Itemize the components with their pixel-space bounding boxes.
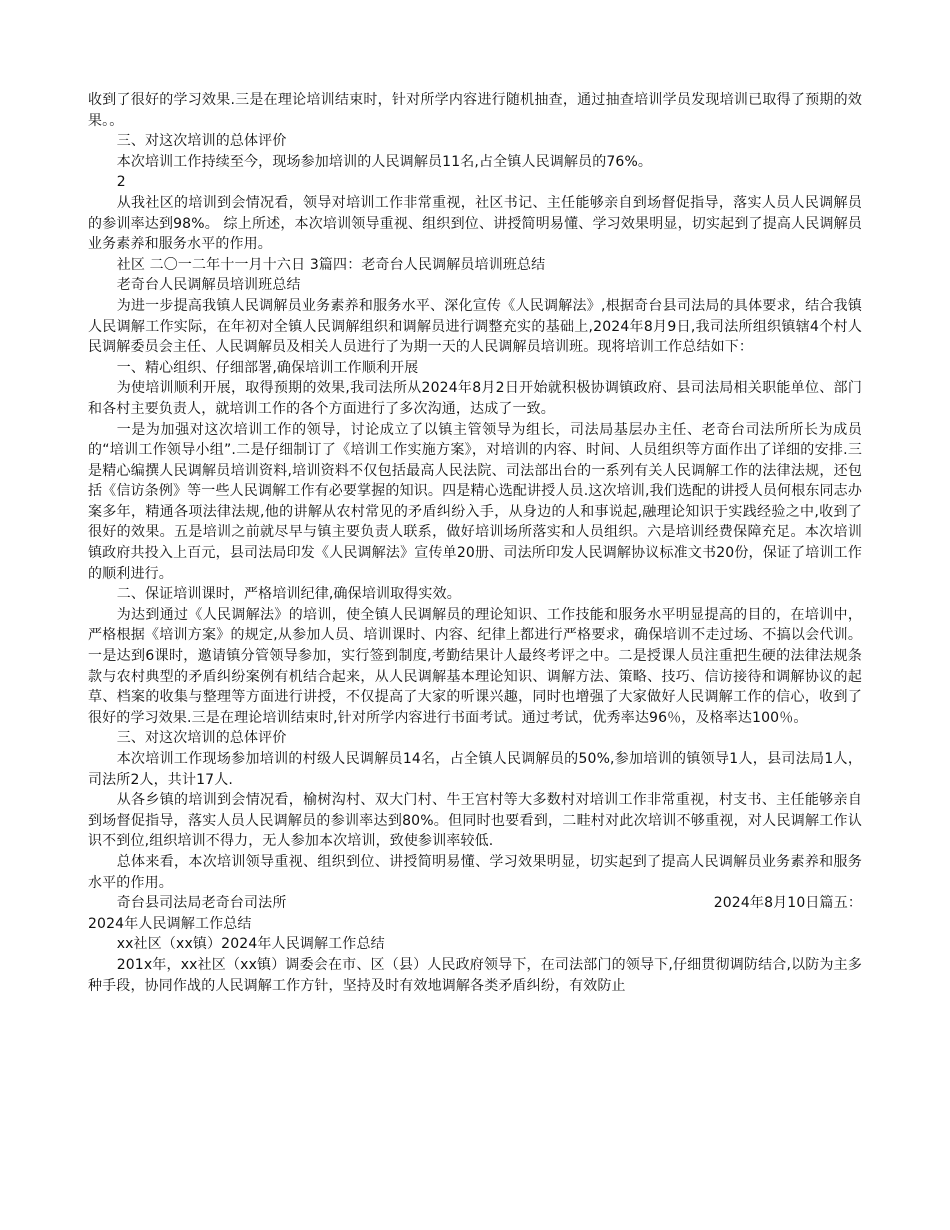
signature-line (88, 893, 862, 914)
article-subtitle: xx社区（xx镇）2024年人民调解工作总结 (116, 936, 385, 953)
signature-date: 2024年8月10日篇五： (713, 895, 862, 912)
paragraph: 本次培训工作现场参加培训的村级人民调解员14名，占全镇人民调解员的50%,参加培训的镇领导1人，县司法局1人，司法所2人，共计17人. (88, 751, 862, 788)
section-heading: 三、对这次培训的总体评价 (116, 730, 287, 747)
paragraph: 为达到通过《人民调解法》的培训，使全镇人民调解员的理论知识、工作技能和服务水平明显提高的目的，在培训中，严格根据《培训方案》的规定,从参加人员、培训课时、内容、纪律上都进行严格要求，确保培训不走过场、不搞以会代训。一是达到6课时，邀请镇分管领导参加，实行签到制度,考勤结果计人最终考评之中。二是授课人员注重把生硬的法律法规条款与农村典型的矛盾纠纷案例有机结合起来，从人民调解基本理论知识、调解方法、策略、技巧、信访接待和调解协议的起草、档案的收集与整理等方面进行讲授，不仅提高了大家的听课兴趣，同时也增强了大家做好人民调解工作的信心，收到了很好的学习效果.三是在理论培训结束时,针对所学内容进行书面考试。通过考试，优秀率达96％，及格率达100％。 (88, 606, 862, 726)
paragraph: 本次培训工作持续至今，现场参加培训的人民调解员11名,占全镇人民调解员的76%。 (116, 153, 653, 170)
signature-org: 奇台县司法局老奇台司法所 (116, 895, 287, 912)
paragraph: 为进一步提高我镇人民调解员业务素养和服务水平、深化宣传《人民调解法》,根据奇台县司法局的具体要求，结合我镇人民调解工作实际，在年初对全镇人民调解组织和调解员进行调整充实的基础上,2024年8月9日,我司法所组织镇辖4个村人民调解委员会主任、人民调解员及相关人员进行了为期一天的人民调解员培训班。现将培训工作总结如下： (88, 297, 862, 356)
paragraph: 收到了很好的学习效果.三是在理论培训结束时，针对所学内容进行随机抽查，通过抽查培训学员发现培训已取得了预期的效果。。 (88, 92, 862, 129)
article-title: 老奇台人民调解员培训班总结 (116, 277, 301, 294)
paragraph: 一是为加强对这次培训工作的领导，讨论成立了以镇主管领导为组长，司法局基层办主任、老奇台司法所所长为成员的“培训工作领导小组”.二是仔细制订了《培训工作实施方案》，对培训的内容、时间、人员组织等方面作出了详细的安排.三是精心编撰人民调解员培训资料,培训资料不仅包括最高人民法院、司法部出台的一系列有关人民调解工作的法律法规，还包括《信访条例》等一些人民调解工作有必要掌握的知识。四是精心选配讲授人员.这次培训,我们选配的讲授人员何根东同志办案多年，精通各项法律法规,他的讲解从农村常见的矛盾纠纷入手，从身边的人和事说起,融理论知识于实践经验之中,收到了很好的效果。五是培训之前就尽早与镇主要负责人联系，做好培训场所落实和人员组织。六是培训经费保障充足。本次培训镇政府共投入上百元，县司法局印发《人民调解法》宣传单20册、司法所印发人民调解协议标准文书20份，保证了培训工作的顺利进行。 (88, 421, 862, 582)
document-body (88, 90, 862, 996)
section-heading: 一、精心组织、仔细部署,确保培训工作顺利开展 (116, 359, 419, 376)
paragraph: 总体来看，本次培训领导重视、组织到位、讲授简明易懂、学习效果明显，切实起到了提高人民调解员业务素养和服务水平的作用。 (88, 853, 862, 891)
paragraph: 从各乡镇的培训到会情况看，榆树沟村、双大门村、牛王宫村等大多数村对培训工作非常重视，村支书、主任能够亲自到场督促指导，落实人员人民调解员的参训率达到80%。但同时也要看到，二畦村对此次培训不够重视，对人民调解工作认识不到位,组织培训不得力，无人参加本次培训，致使参训率较低. (88, 792, 862, 850)
section-heading: 二、保证培训课时，严格培训纪律,确保培训取得实效。 (116, 586, 461, 603)
page-number: 2 (116, 174, 126, 191)
article-title: 2024年人民调解工作总结 (88, 915, 252, 932)
paragraph: 从我社区的培训到会情况看，领导对培训工作非常重视，社区书记、主任能够亲自到场督促指导，落实人员人民调解员的参训率达到98%。 综上所述，本次培训领导重视、组织到位、讲授简明易懂、学习效果明显，切实起到了提高人民调解员业务素养和服务水平的作用。 (88, 194, 862, 253)
section-heading: 三、对这次培训的总体评价 (116, 133, 287, 150)
paragraph: 201x年，xx社区（xx镇）调委会在市、区（县）人民政府领导下，在司法部门的领导下,仔细贯彻调防结合,以防为主多种手段，协同作战的人民调解工作方针，坚持及时有效地调解各类矛盾纠纷，有效防止 (88, 956, 862, 994)
paragraph: 社区 二〇一二年十一月十六日 3篇四：老奇台人民调解员培训班总结 (116, 256, 546, 273)
paragraph: 为使培训顺利开展，取得预期的效果,我司法所从2024年8月2日开始就积极协调镇政府、县司法局相关职能单位、部门和各村主要负责人，就培训工作的各个方面进行了多次沟通，达成了一致。 (88, 380, 862, 417)
